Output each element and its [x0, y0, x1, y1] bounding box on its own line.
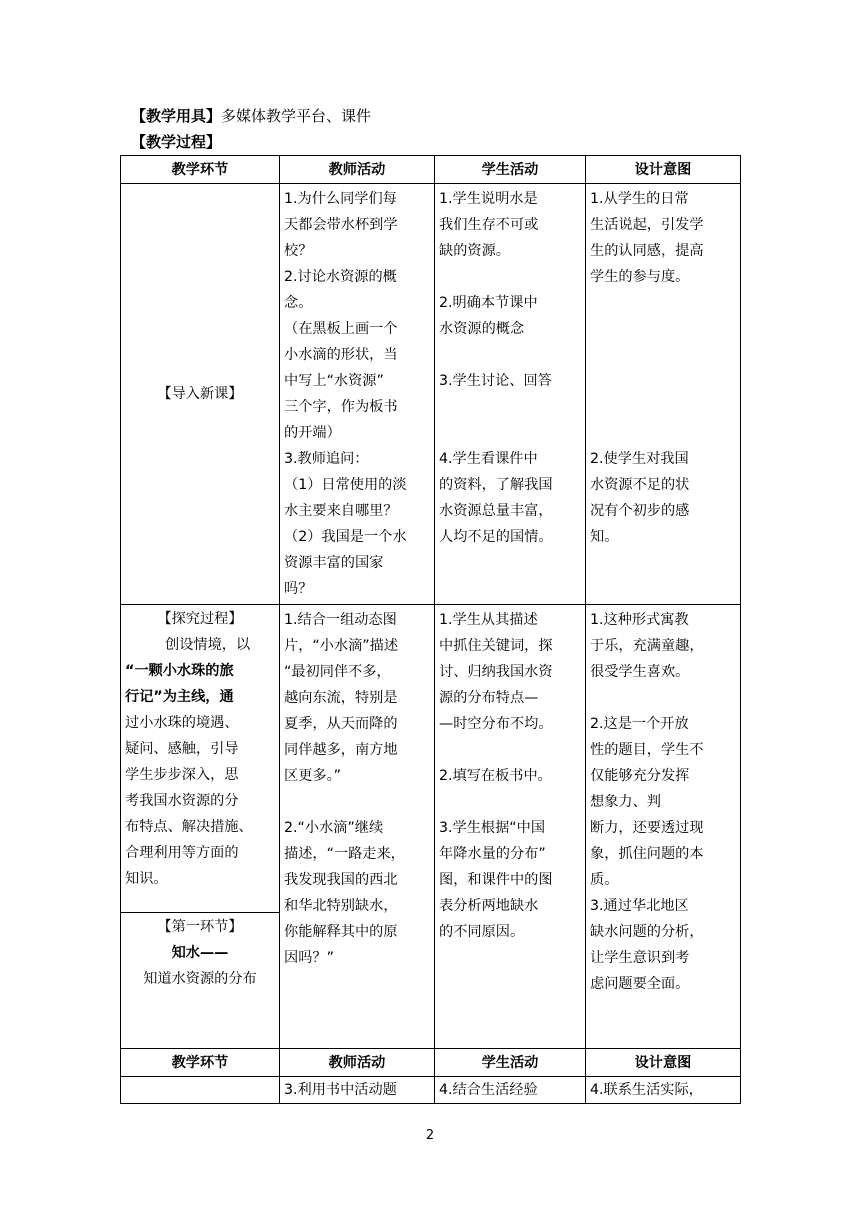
cell-line: [590, 290, 736, 316]
explore-label-line: 过小水珠的境遇、: [125, 715, 239, 731]
cell-line: 况有个初步的感: [590, 503, 690, 519]
explore-label-line: 行记”为主线，通: [125, 689, 234, 705]
cell-line: 生活说起，引发学: [590, 217, 704, 233]
header-cell: 学生活动: [435, 1049, 586, 1077]
intro-teacher-cell: [280, 184, 435, 605]
cell-line: 3.教师追问：: [284, 451, 369, 467]
cell-line: 因吗？”: [284, 950, 334, 966]
header-cell: 设计意图: [586, 156, 741, 184]
lesson-table: [120, 155, 741, 1104]
explore-label-line: 合理利用等方面的: [125, 845, 239, 861]
cell-line: 图，和课件中的图: [439, 872, 553, 888]
cell-line: [590, 342, 736, 368]
last-row-student: 4.结合生活经验: [435, 1077, 586, 1104]
cell-line: （2）我国是一个水: [284, 529, 407, 545]
header-cell: 设计意图: [586, 1049, 741, 1077]
cell-line: 源的分布特点—: [439, 690, 539, 706]
cell-line: 虑问题要全面。: [590, 976, 690, 992]
cell-line: 很受学生喜欢。: [590, 664, 690, 680]
tools-heading: [131, 106, 371, 126]
section-cell: [121, 913, 280, 1049]
explore-student-cell: [435, 605, 586, 1049]
cell-line: 三个字，作为板书: [284, 399, 398, 415]
cell-line: 让学生意识到考: [590, 950, 690, 966]
cell-line: [284, 789, 430, 815]
cell-line: 1.学生说明水是: [439, 191, 538, 207]
cell-line: 的开端）: [284, 425, 341, 441]
cell-line: 知。: [590, 529, 619, 545]
intro-intent-cell: [586, 184, 741, 605]
cell-line: 夏季，从天而降的: [284, 716, 398, 732]
explore-label-line: 疑问、感触，引导: [125, 741, 239, 757]
explore-label-line: 【探究过程】: [157, 611, 243, 627]
header-cell: 教学环节: [121, 1049, 280, 1077]
section-bold: 知水——: [171, 945, 229, 961]
cell-line: 小水滴的形状，当: [284, 347, 398, 363]
cell-line: （1）日常使用的淡: [284, 477, 407, 493]
cell-line: 吗？: [284, 581, 313, 597]
cell-line: 水资源不足的状: [590, 477, 690, 493]
cell-line: 缺的资源。: [439, 243, 510, 259]
intro-student-cell: [435, 184, 586, 605]
cell-line: [439, 789, 581, 815]
last-row: [121, 1077, 741, 1104]
cell-line: [439, 264, 581, 290]
explore-row: [121, 605, 741, 913]
last-row-teacher: 3.利用书中活动题: [280, 1077, 435, 1104]
cell-line: 年降水量的分布”: [439, 846, 546, 862]
cell-line: 1.为什么同学们每: [284, 191, 397, 207]
explore-teacher-cell: [280, 605, 435, 1049]
header-cell: 教师活动: [280, 156, 435, 184]
header-cell: 教学环节: [121, 156, 280, 184]
section-title: 【第一环节】: [157, 919, 243, 935]
cell-line: 缺水问题的分析，: [590, 924, 704, 940]
cell-line: 2.这是一个开放: [590, 716, 689, 732]
cell-line: 片，“小水滴”描述: [284, 638, 399, 654]
cell-line: “最初同伴不多，: [284, 664, 391, 680]
cell-line: 性的题目，学生不: [590, 742, 704, 758]
cell-line: 断力，还要透过现: [590, 820, 704, 836]
cell-line: 的不同原因。: [439, 924, 525, 940]
explore-label-line: 布特点、解决措施、: [125, 819, 253, 835]
cell-line: 区更多。”: [284, 768, 342, 784]
cell-line: 1.结合一组动态图: [284, 612, 397, 628]
cell-line: [439, 394, 581, 420]
tools-text: 多媒体教学平台、课件: [221, 107, 372, 125]
cell-line: [590, 685, 736, 711]
cell-line: [590, 394, 736, 420]
last-row-label: [121, 1077, 280, 1104]
cell-line: 4.学生看课件中: [439, 451, 538, 467]
cell-line: 越向东流，特别是: [284, 690, 398, 706]
cell-line: 和华北特别缺水，: [284, 898, 398, 914]
cell-line: [439, 342, 581, 368]
cell-line: [439, 737, 581, 763]
cell-line: 1.学生从其描述: [439, 612, 538, 628]
header-cell: 学生活动: [435, 156, 586, 184]
cell-line: 3.学生根据“中国: [439, 820, 546, 836]
cell-line: 你能解释其中的原: [284, 924, 398, 940]
explore-label-line: 知识。: [125, 871, 168, 887]
cell-line: [590, 316, 736, 342]
cell-line: 讨、归纳我国水资: [439, 664, 553, 680]
last-row-intent: 4.联系生活实际，: [586, 1077, 741, 1104]
explore-intent-cell: [586, 605, 741, 1049]
cell-line: 于乐，充满童趣，: [590, 638, 704, 654]
explore-label-cell: [121, 605, 280, 913]
cell-line: 生的认同感，提高: [590, 243, 704, 259]
cell-line: —时空分布不均。: [439, 716, 553, 732]
process-heading: [131, 132, 221, 152]
explore-label-line: 学生步步深入，思: [125, 767, 239, 783]
cell-line: 仅能够充分发挥: [590, 768, 690, 784]
intro-label: 【导入新课】: [121, 184, 280, 605]
cell-line: 质。: [590, 872, 619, 888]
cell-line: 象，抓住问题的本: [590, 846, 704, 862]
cell-line: 表分析两地缺水: [439, 898, 539, 914]
cell-line: 想象力、判: [590, 794, 661, 810]
cell-line: 念。: [284, 295, 313, 311]
cell-line: 我发现我国的西北: [284, 872, 398, 888]
cell-line: [439, 420, 581, 446]
cell-line: 校？: [284, 243, 313, 259]
cell-line: 天都会带水杯到学: [284, 217, 398, 233]
cell-line: 水资源总量丰富，: [439, 503, 553, 519]
cell-line: 2.使学生对我国: [590, 451, 689, 467]
explore-label-line: 考我国水资源的分: [125, 793, 239, 809]
cell-line: 中写上“水资源”: [284, 373, 384, 389]
cell-line: 1.从学生的日常: [590, 191, 689, 207]
cell-line: 3.学生讨论、回答: [439, 373, 552, 389]
header-cell: 教师活动: [280, 1049, 435, 1077]
cell-line: 1.这种形式寓教: [590, 612, 689, 628]
cell-line: 3.通过华北地区: [590, 898, 689, 914]
cell-line: 水资源的概念: [439, 321, 525, 337]
cell-line: 2.“小水滴”继续: [284, 820, 384, 836]
cell-line: 的资料，了解我国: [439, 477, 553, 493]
cell-line: 2.讨论水资源的概: [284, 269, 397, 285]
cell-line: [590, 420, 736, 446]
table-header-row: [121, 156, 741, 184]
intro-row: [121, 184, 741, 605]
page-number: 2: [425, 1128, 435, 1143]
table-header-row-2: [121, 1049, 741, 1077]
cell-line: 描述，“一路走来，: [284, 846, 405, 862]
cell-line: 人均不足的国情。: [439, 529, 553, 545]
cell-line: 学生的参与度。: [590, 269, 690, 285]
cell-line: （在黑板上画一个: [284, 321, 398, 337]
section-sub: 知道水资源的分布: [143, 971, 257, 987]
cell-line: 资源丰富的国家: [284, 555, 384, 571]
explore-label-line: “一颗小水珠的旅: [125, 663, 234, 679]
tools-label: 【教学用具】: [131, 107, 222, 125]
cell-line: 我们生存不可或: [439, 217, 539, 233]
cell-line: 中抓住关键词，探: [439, 638, 553, 654]
cell-line: 同伴越多，南方地: [284, 742, 398, 758]
process-label: 【教学过程】: [131, 133, 222, 151]
cell-line: 2.填写在板书中。: [439, 768, 552, 784]
explore-label-line: 创设情境，以: [165, 637, 251, 653]
cell-line: 水主要来自哪里？: [284, 503, 398, 519]
cell-line: 2.明确本节课中: [439, 295, 538, 311]
cell-line: [590, 368, 736, 394]
